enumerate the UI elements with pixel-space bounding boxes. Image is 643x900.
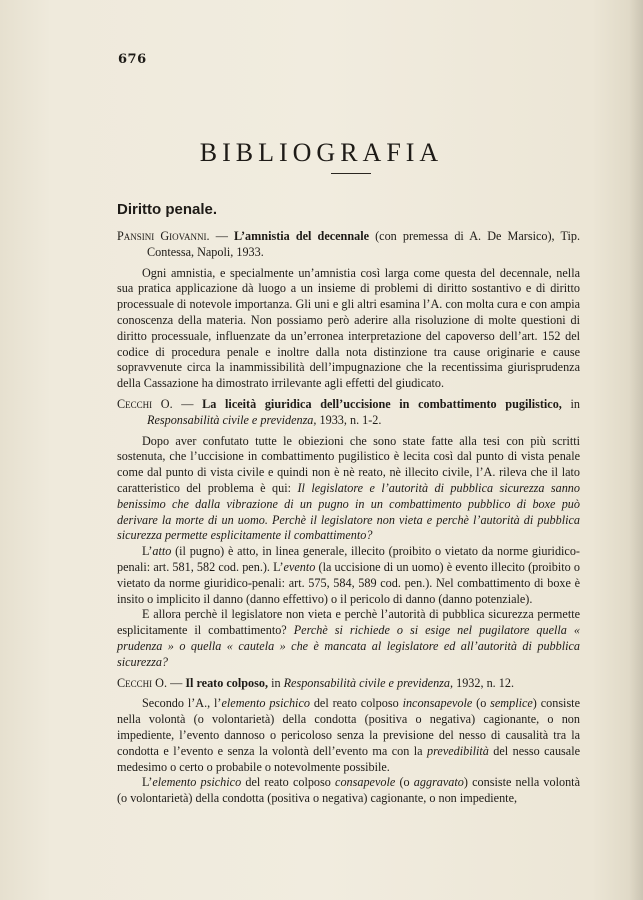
entry-paragraph [117, 434, 580, 545]
entry-publication: 1933, n. 1-2. [316, 412, 382, 427]
entry-journal: Responsabilità civile e previdenza, [147, 412, 317, 427]
entry-citation [117, 676, 580, 692]
entry-paragraph: Ogni amnistia, e specialmente un’amnistia così larga come questa del decennale, nella sua pratica applicazione dà luogo a un insieme di problemi di diritto sostantivo e di diritto processuale di notevole importanza. Gli uni e gli altri esamina l’A. con molta cura e con ampia conoscenza della materia. Non possiamo però aderire alla risoluzione di molte questioni di diritto processuale, influenzate da un’erronea interpretazione del capoverso dell’art. 152 del codice di procedura penale e inoltre dalla nota distinzione tra cause originarie e cause sopravvenute circa la inammissibilità dell’impugnazione che la recentissima giurisprudenza della Cassazione ha dimostrato irrilevante agli effetti del giudicato. [117, 265, 580, 391]
paragraph-text: Dopo aver confutato tutte le obiezioni che sono state fatte alla tesi con più scritti sostenuta, che l’uccisione in combattimento pugilistico è lecita così dal punto di vista penale come dal punto di vista civile e quindi non è nè reato, nè illecito civile, l’A. rileva che il lato caratteristico del problema è qui: [117, 433, 580, 495]
paragraph-text: (o [472, 696, 491, 711]
page-number: 676 [118, 52, 147, 67]
entry-citation [117, 397, 580, 429]
entry-paragraph [117, 607, 580, 670]
paragraph-text: (la uccisione di un uomo) è evento illecito (proibito o vietato da norme giuridico-penali: art. 575, 584, 589 cod. pen.). Nel combattimento di boxe è insito o implicito il danno (danno effettivo) o il pericolo di danno (danno potenziale). [117, 559, 580, 606]
entry-author: Cecchi O. [117, 396, 173, 411]
paragraph-text: del reato colposo [241, 775, 336, 790]
bibliography-entry [117, 397, 580, 671]
paragraph-text: L’ [142, 775, 153, 790]
paragraph-text: (il pugno) è atto, in linea generale, illecito (proibito o vietato da norme giuridico-penali: art. 581, 582 cod. pen.). L’ [117, 544, 580, 574]
paragraph-quote: Perchè si richiede o si esige nel pugilatore quella « prudenza » o quella « cautela » che è mancata al legislatore ed all’autorità di pubblica sicurezza? [117, 623, 580, 669]
entry-author: Pansini Giovanni. [117, 229, 210, 243]
entry-publication: 1932, n. 12. [453, 675, 514, 690]
paragraph-text: (o [395, 775, 414, 790]
paragraph-text: ) consiste nella volontà (o volontarietà) della condotta (positiva o negativa) cagionante, o non impediente, [117, 775, 580, 806]
entry-paragraph [117, 775, 580, 807]
entry-paragraph [117, 696, 580, 775]
paragraph-emphasis: elemento psichico [152, 775, 242, 790]
paragraph-text: E allora perchè il legislatore non vieta e perchè l’autorità di pubblica sicurezza permette esplicitamente il combattimento? [117, 607, 580, 638]
entry-paragraph [117, 544, 580, 607]
scan-edge-shadow [629, 0, 643, 900]
entry-title: L’amnistia del decennale [233, 229, 369, 243]
entry-dash: — [167, 675, 186, 690]
paragraph-emphasis: evento [283, 559, 316, 574]
entry-title: La liceità giuridica dell’uccisione in combattimento pugilistico, [202, 396, 562, 411]
entry-publication: (con premessa di A. De Marsico), Tip. Contessa, Napoli, 1933. [147, 229, 580, 259]
paragraph-emphasis: inconsapevole [402, 696, 473, 711]
paragraph-text: L’ [142, 544, 153, 559]
page-heading: BIBLIOGRAFIA [199, 138, 444, 167]
paragraph-emphasis: semplice [490, 696, 533, 711]
paragraph-emphasis: elemento psichico [221, 696, 310, 711]
entry-in: in [268, 675, 284, 690]
bibliography-entry [117, 676, 580, 807]
paragraph-text: del reato colposo [309, 696, 403, 711]
entry-title: Il reato colposo, [185, 675, 269, 690]
bibliography-entry [117, 229, 580, 392]
paragraph-emphasis: atto [152, 544, 172, 559]
paragraph-text: Secondo l’A., l’ [142, 696, 222, 711]
paragraph-text: ) consiste nella volontà (o volontarietà) della condotta (positiva o negativa) cagionante, o non impediente, l’evento dannoso o pericoloso senza la previsione del nesso di causalità tra la condotta e l’evento e senza la volontà dell’evento ma con la [117, 696, 580, 758]
paragraph-text: del nesso causale medesimo o certo o probabile o notevolmente possibile. [117, 743, 580, 774]
entry-author: Cecchi O. [117, 675, 168, 690]
section-title: Diritto penale. [117, 201, 218, 218]
paragraph-quote: Il legislatore e l’autorità di pubblica sicurezza sanno benissimo che dalla vibrazione di un pugno in un combattimento pubblico di boxe può derivare la morte di un uomo. Perchè il legislatore non vieta e perchè l’autorità di pubblica sicurezza permette esplicitamente il combattimento? [117, 480, 580, 543]
entry-in: in [561, 396, 581, 411]
paragraph-emphasis: consapevole [335, 775, 396, 790]
entry-dash: — [209, 229, 234, 243]
paragraph-emphasis: prevedibilità [427, 743, 489, 758]
paragraph-emphasis: aggravato [413, 775, 464, 790]
entry-dash: — [172, 396, 203, 411]
entry-journal: Responsabilità civile e previdenza, [283, 675, 454, 690]
bibliography-body [117, 229, 580, 807]
heading-divider [331, 173, 371, 174]
entry-citation [117, 229, 580, 261]
